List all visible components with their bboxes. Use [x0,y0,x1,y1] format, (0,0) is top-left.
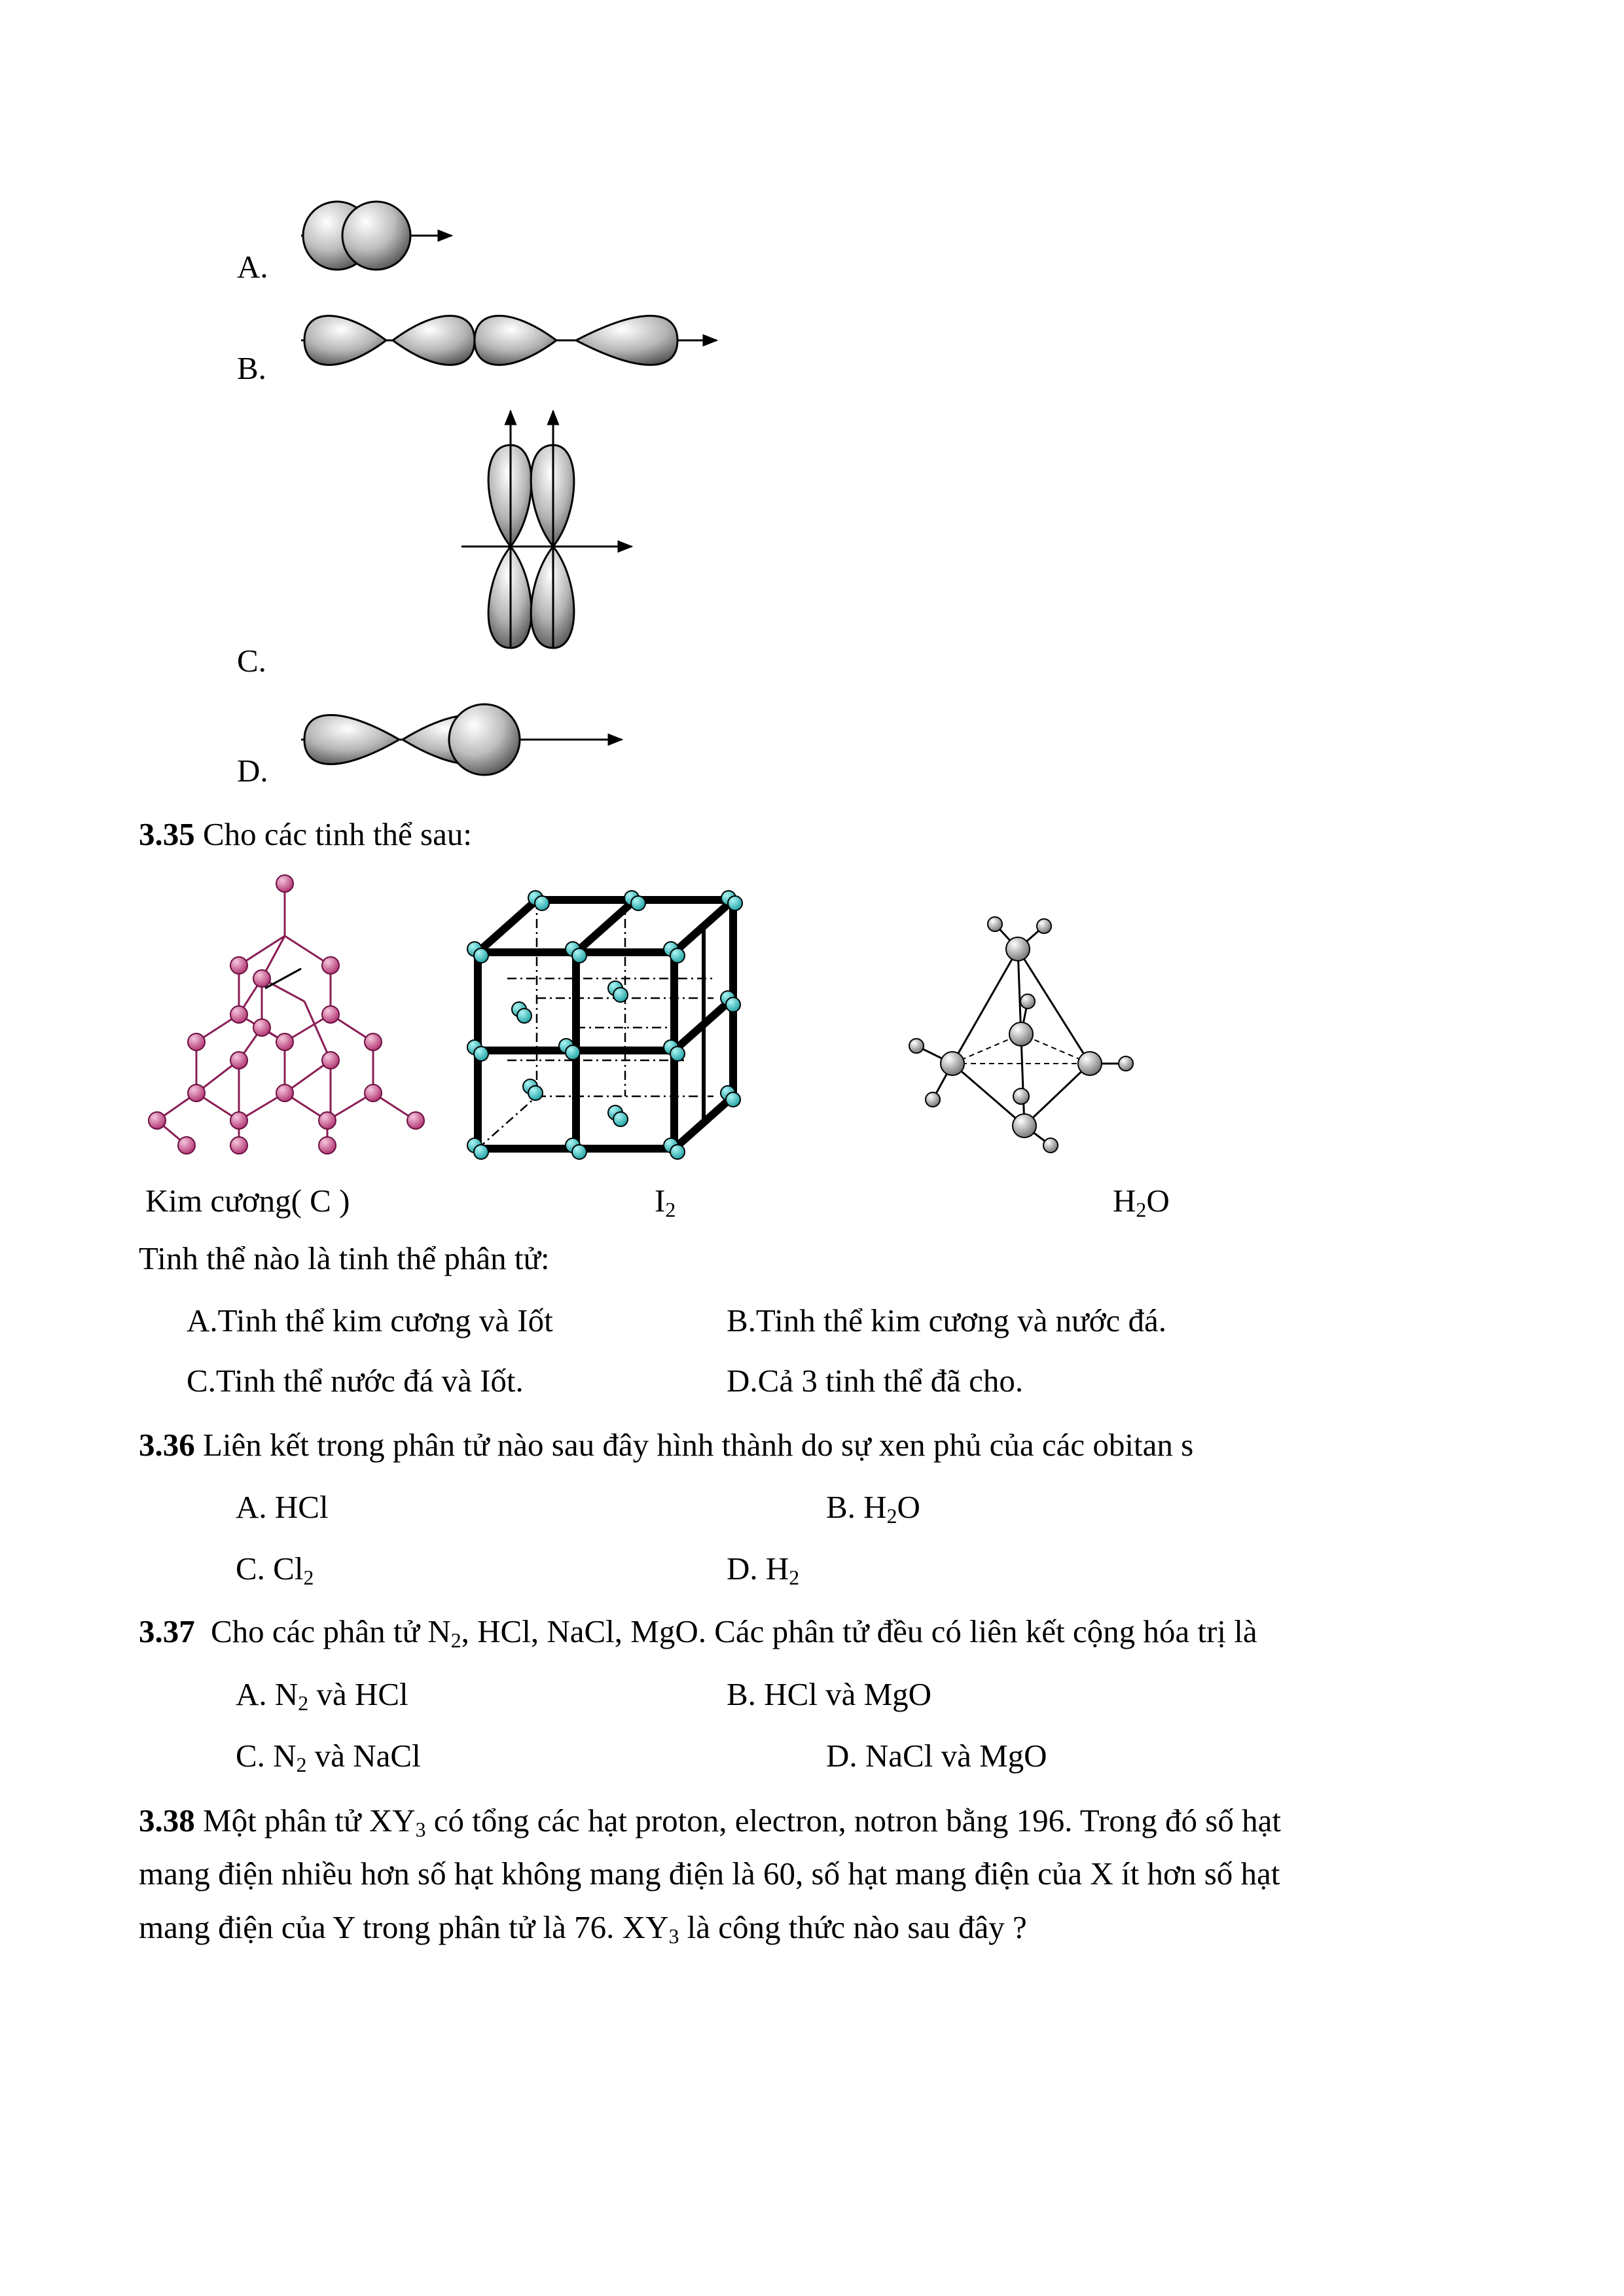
orbital-d-figure [288,700,628,779]
orbital-c-label: C. [237,643,266,679]
option-a[interactable]: A.Tinh thể kim cương và Iốt [187,1302,553,1338]
orbital-b-figure [288,301,720,380]
orbital-b-label: B. [237,350,266,386]
question-number: 3.38 [139,1803,195,1839]
option-b[interactable]: B. HCl và MgO [727,1676,932,1712]
option-d[interactable]: D. NaCl và MgO [826,1738,1047,1774]
orbital-c-figure [452,406,648,661]
option-a[interactable]: A. $N_2$ và HCl [236,1676,408,1715]
question-3-38-line3: mang điện của Y trong phân tử là 76. $XY_3$ là công thức nào sau đây ? [139,1909,1027,1948]
question-stem: Cho các tinh thể sau: [203,816,472,852]
water-crystal-figure [890,903,1146,1158]
option-c[interactable]: C. $N_2$ và NaCl [236,1738,421,1776]
question-stem: Cho các phân tử $N_2$, HCl, NaCl, MgO. Các phân tử đều có liên kết cộng hóa trị là [211,1613,1257,1652]
question-number: 3.36 [139,1427,195,1463]
question-stem: Liên kết trong phân tử nào sau đây hình thành do sự xen phủ của các obitan s [203,1427,1194,1463]
orbital-a-figure [288,193,458,278]
orbital-a-label: A. [237,249,268,285]
label-diamond: Kim cương( C ) [145,1183,350,1219]
option-c[interactable]: C. $Cl_2$ [236,1551,314,1589]
option-c[interactable]: C.Tinh thể nước đá và Iốt. [187,1363,524,1399]
option-b[interactable]: B. $H_2O$ [826,1489,920,1528]
question-3-36 [139,1429,1193,1461]
option-d[interactable]: D. $H_2$ [727,1551,800,1589]
label-water: $H_2O$ [1113,1183,1170,1221]
question-number: 3.37 [139,1613,195,1649]
question-3-37 [139,1613,1257,1652]
diamond-crystal-figure [137,864,439,1158]
option-d[interactable]: D.Cả 3 tinh thể đã cho. [727,1363,1024,1399]
question-3-38-line1: 3.38 Một phân tử $XY_3$ có tổng các hạt proton, electron, notron bằng 196. Trong đó số hạt [139,1803,1281,1841]
orbital-d-label: D. [237,753,268,789]
question-number: 3.35 [139,816,195,852]
question-text: Tinh thể nào là tinh thể phân tử: [139,1240,550,1276]
option-a[interactable]: A. HCl [236,1489,329,1525]
question-3-35 [139,818,472,850]
iodine-crystal-figure [458,864,740,1165]
label-iodine: $I_2$ [655,1183,676,1221]
question-3-38-line2: mang điện nhiều hơn số hạt không mang điện là 60, số hạt mang điện của X ít hơn số hạt [139,1856,1280,1892]
option-b[interactable]: B.Tinh thể kim cương và nước đá. [727,1302,1167,1338]
